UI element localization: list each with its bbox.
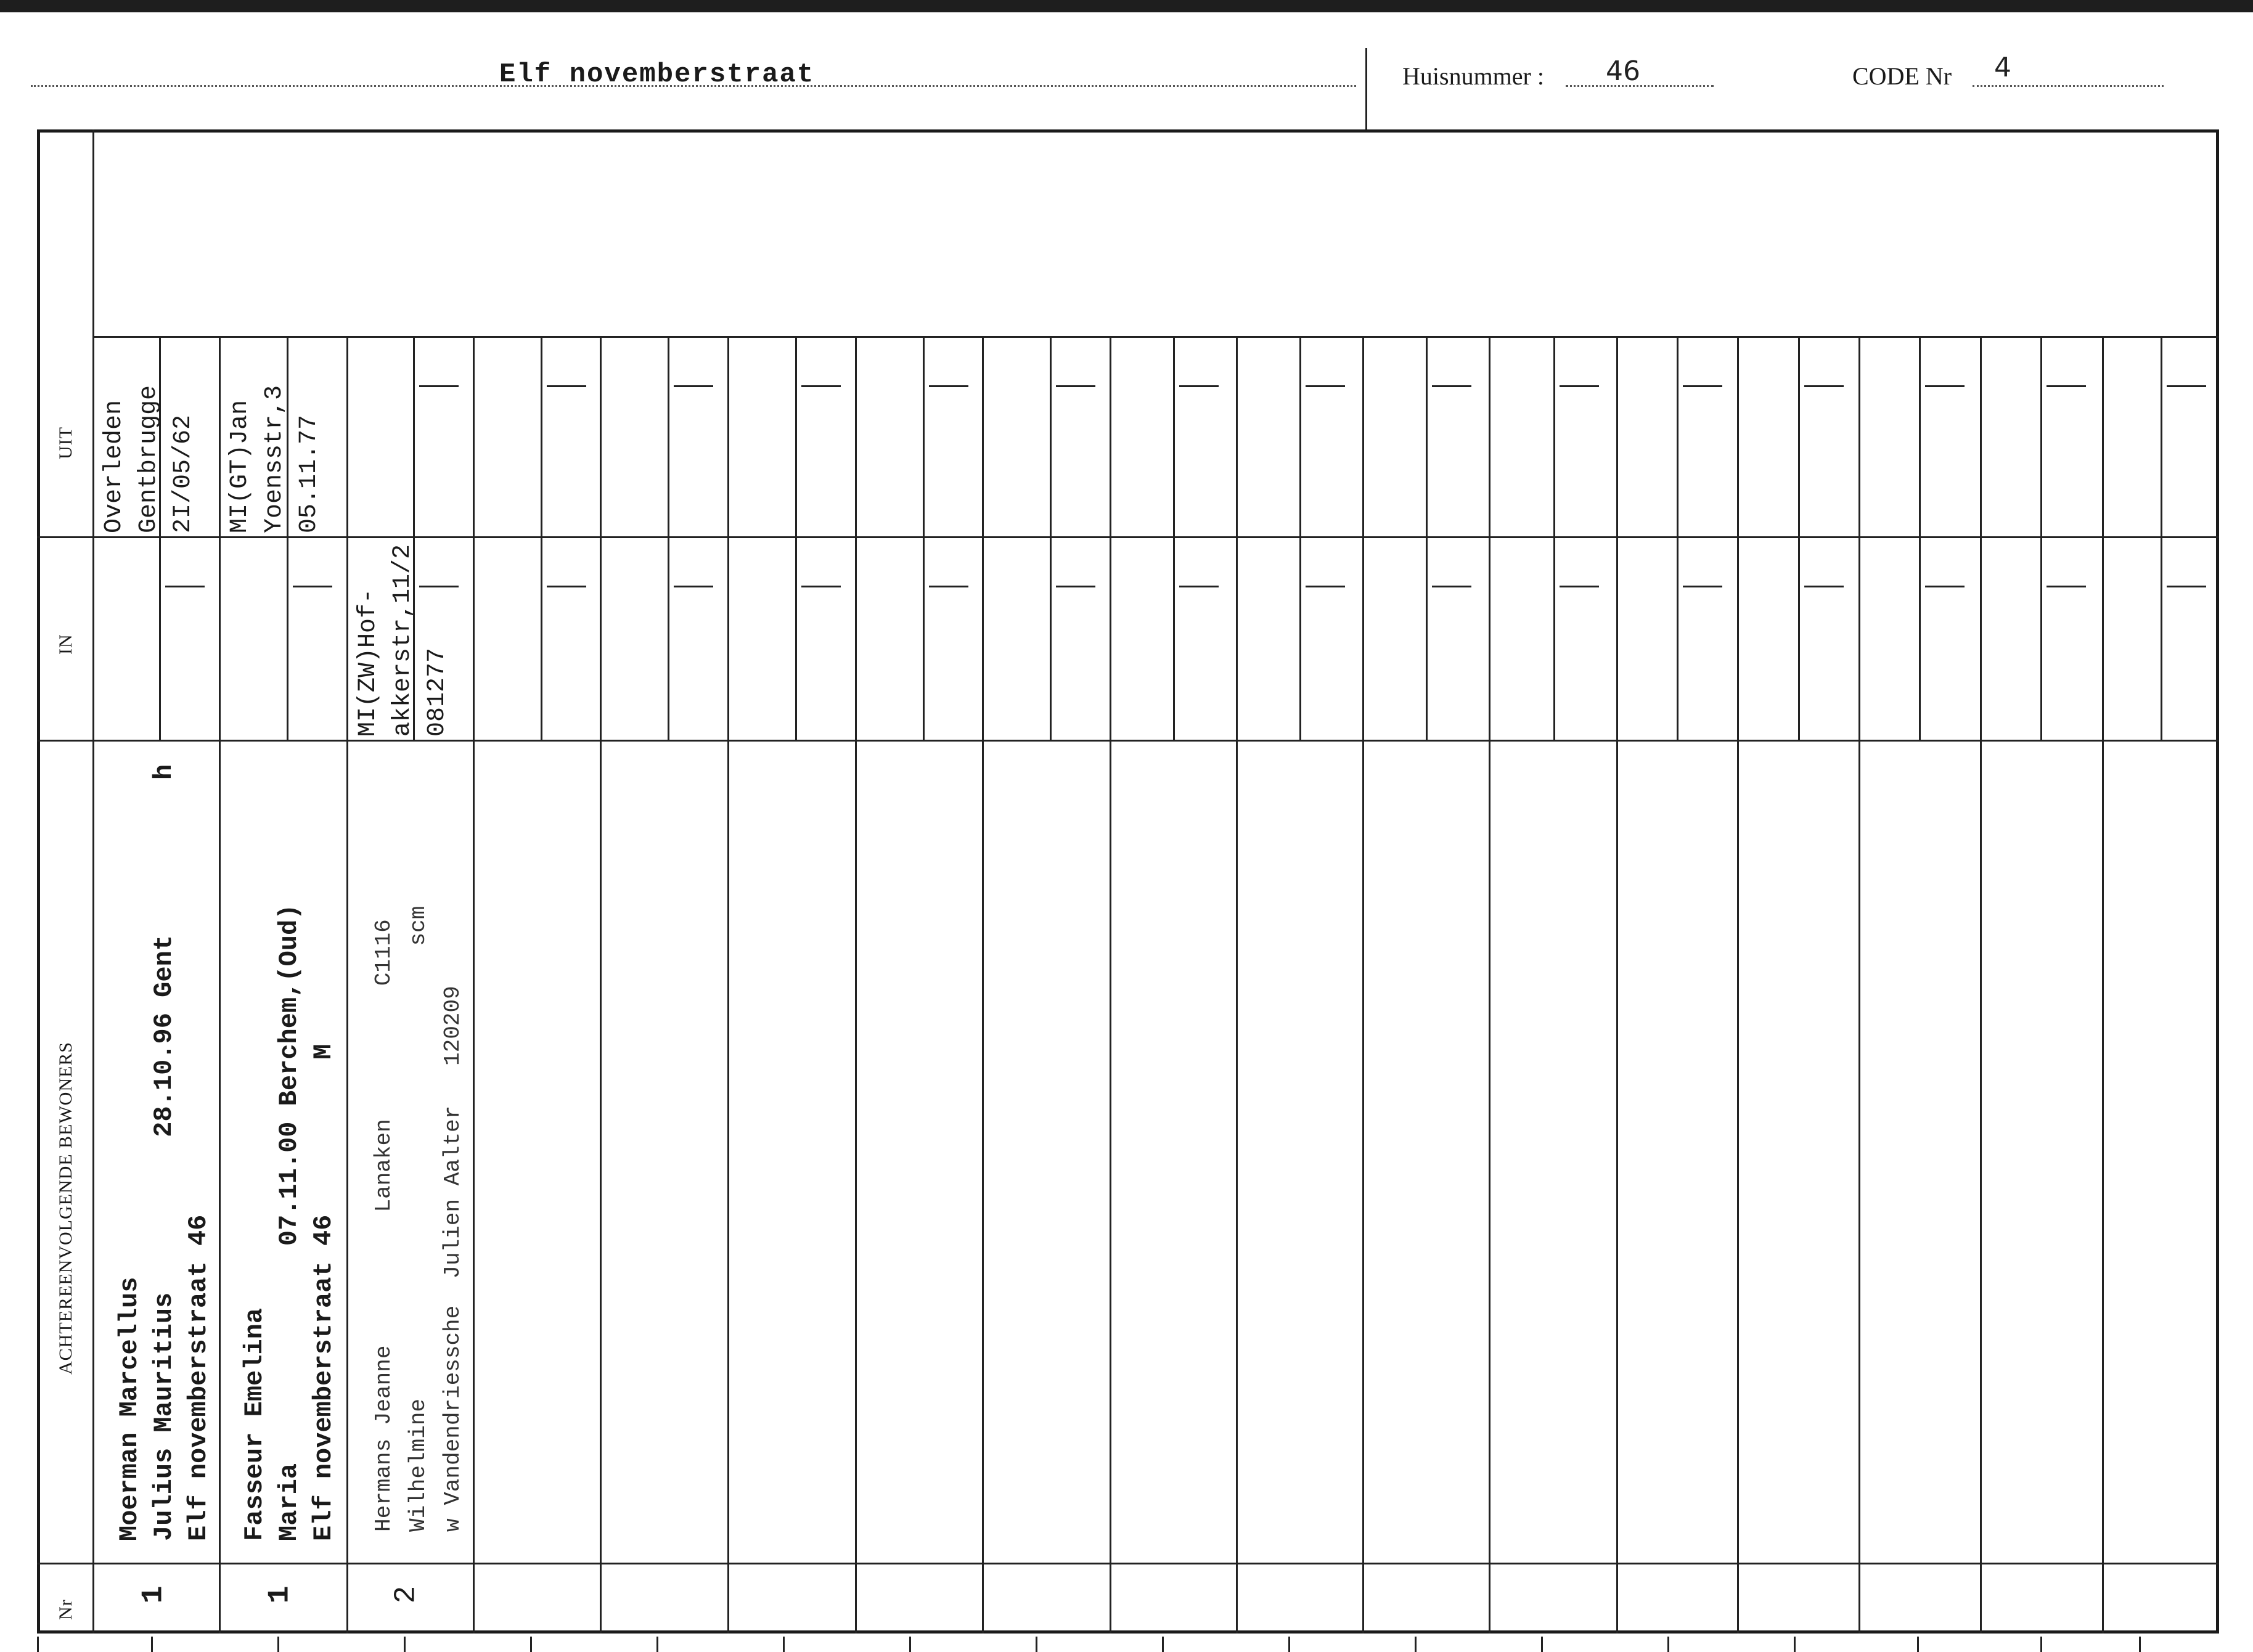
- column-divider: [1980, 336, 1982, 1634]
- empty-dash: [2167, 385, 2206, 387]
- subcolumn-divider: [1173, 336, 1175, 740]
- empty-dash: [1056, 586, 1095, 587]
- empty-dash: [547, 385, 586, 387]
- resident-entry-2: [237, 904, 341, 1541]
- empty-dash: [1925, 385, 1965, 387]
- uit-entry-1: [97, 385, 201, 533]
- resident-line: Hermans Jeanne Lanaken C1116: [371, 919, 396, 1532]
- subcolumn-divider: [2040, 336, 2042, 740]
- uit-line: MI(GT)Jan: [226, 399, 254, 533]
- column-divider: [1236, 336, 1238, 1634]
- empty-dash: [1804, 385, 1844, 387]
- in-residents-divider: [37, 740, 2219, 742]
- row-label-uit: UIT: [55, 427, 76, 459]
- edge-tick: [656, 1637, 658, 1652]
- subcolumn-divider: [541, 336, 542, 740]
- residents-nr-divider: [37, 1563, 2219, 1564]
- empty-dash: [1432, 385, 1471, 387]
- column-divider: [1858, 336, 1860, 1634]
- empty-dash: [1432, 586, 1471, 587]
- column-divider: [600, 336, 602, 1634]
- empty-dash: [1560, 385, 1599, 387]
- subcolumn-divider: [1426, 336, 1428, 740]
- subcolumn-divider: [1677, 336, 1679, 740]
- empty-dash: [1056, 385, 1095, 387]
- subcolumn-divider: [923, 336, 925, 740]
- edge-tick: [1541, 1637, 1543, 1652]
- in-line: 081277: [423, 647, 451, 737]
- nr-value: 2: [390, 1585, 423, 1604]
- house-number-label: Huisnummer :: [1402, 62, 1544, 90]
- edge-tick: [909, 1637, 911, 1652]
- nr-value: 1: [263, 1585, 297, 1604]
- empty-dash: [801, 385, 841, 387]
- empty-dash: [929, 586, 968, 587]
- column-divider: [219, 336, 221, 1634]
- header-divider: [1365, 48, 1367, 129]
- edge-tick: [1288, 1637, 1290, 1652]
- uit-line: 05.11.77: [295, 414, 323, 533]
- row-label-residents: ACHTEREENVOLGENDE BEWONERS: [55, 1041, 76, 1375]
- resident-line: Julius Mauritius 28.10.96 Gent h: [149, 764, 179, 1541]
- row-label-in: IN: [55, 634, 76, 655]
- uit-entry-2: [223, 385, 327, 533]
- empty-dash: [1560, 586, 1599, 587]
- resident-line: Wilhelmine scm: [406, 906, 431, 1532]
- resident-line: Elf novemberstraat 46: [184, 1214, 213, 1541]
- uit-line: Yoensstr,3: [261, 385, 288, 533]
- subcolumn-divider: [1919, 336, 1921, 740]
- empty-dash: [419, 385, 459, 387]
- empty-dash: [2047, 385, 2086, 387]
- resident-line: Moerman Marcellus: [115, 1277, 144, 1541]
- resident-entry-3: [367, 906, 470, 1532]
- column-divider: [346, 336, 348, 1634]
- code-label: CODE Nr: [1852, 62, 1952, 90]
- edge-tick: [2139, 1637, 2141, 1652]
- column-divider: [1489, 336, 1490, 1634]
- empty-dash: [1179, 586, 1219, 587]
- empty-dash: [1306, 385, 1345, 387]
- subcolumn-divider: [2161, 336, 2162, 740]
- subcolumn-divider: [1553, 336, 1555, 740]
- in-line: akkerstr,11/2: [389, 544, 417, 737]
- empty-dash: [1925, 586, 1965, 587]
- in-line: MI(ZW)Hof-: [354, 588, 382, 737]
- column-divider: [1737, 336, 1739, 1634]
- uit-in-divider: [37, 536, 2219, 538]
- in-entry-3: [351, 544, 455, 737]
- subcolumn-divider: [668, 336, 669, 740]
- empty-dash: [674, 385, 713, 387]
- subcolumn-divider: [1798, 336, 1800, 740]
- resident-line: w Vandendriessche Julien Aalter 120209: [440, 986, 465, 1532]
- column-divider: [1616, 336, 1618, 1634]
- resident-line: Elf novemberstraat 46 M: [309, 1044, 338, 1541]
- edge-tick: [1036, 1637, 1037, 1652]
- edge-tick: [151, 1637, 153, 1652]
- edge-tick: [1667, 1637, 1669, 1652]
- resident-line: Fasseur Emelina: [240, 1307, 269, 1541]
- edge-tick: [530, 1637, 532, 1652]
- uit-line: Overleden: [100, 399, 128, 533]
- column-divider: [727, 336, 729, 1634]
- top-border-bar: [0, 0, 2253, 12]
- code-dotted-line: [1973, 85, 2164, 87]
- uit-top-line: [92, 336, 2219, 338]
- edge-tick: [1794, 1637, 1796, 1652]
- uit-line: Gentbrugge: [135, 385, 163, 533]
- empty-dash: [2047, 586, 2086, 587]
- empty-dash: [929, 385, 968, 387]
- empty-dash: [2167, 586, 2206, 587]
- edge-tick: [2040, 1637, 2042, 1652]
- column-divider: [473, 336, 475, 1634]
- street-name: Elf novemberstraat: [499, 59, 815, 90]
- empty-dash: [801, 586, 841, 587]
- uit-line: 2I/05/62: [170, 414, 197, 533]
- resident-line: Maria 07.11.00 Berchem,(Oud): [274, 904, 304, 1541]
- edge-tick: [37, 1637, 39, 1652]
- empty-dash: [165, 586, 205, 587]
- empty-dash: [1179, 385, 1219, 387]
- empty-dash: [1804, 586, 1844, 587]
- register-table-frame: [37, 129, 2219, 1634]
- subcolumn-divider: [1299, 336, 1301, 740]
- subcolumn-divider: [1050, 336, 1052, 740]
- empty-dash: [547, 586, 586, 587]
- row-label-nr: Nr: [55, 1599, 76, 1620]
- label-column-divider: [92, 129, 94, 1634]
- empty-dash: [293, 586, 332, 587]
- column-divider: [2102, 336, 2104, 1634]
- empty-dash: [1683, 586, 1722, 587]
- edge-tick: [404, 1637, 406, 1652]
- code-number-value: 4: [1994, 52, 2011, 83]
- column-divider: [1110, 336, 1111, 1634]
- empty-dash: [1683, 385, 1722, 387]
- subcolumn-divider: [795, 336, 797, 740]
- edge-tick: [1415, 1637, 1417, 1652]
- house-number-value: 46: [1606, 55, 1640, 87]
- edge-tick: [1917, 1637, 1919, 1652]
- resident-entry-1: [112, 764, 216, 1541]
- nr-value: 1: [137, 1585, 171, 1604]
- empty-dash: [674, 586, 713, 587]
- column-divider: [982, 336, 984, 1634]
- column-divider: [1362, 336, 1364, 1634]
- empty-dash: [1306, 586, 1345, 587]
- edge-tick: [1162, 1637, 1164, 1652]
- column-divider: [855, 336, 857, 1634]
- edge-tick: [277, 1637, 279, 1652]
- edge-tick: [783, 1637, 785, 1652]
